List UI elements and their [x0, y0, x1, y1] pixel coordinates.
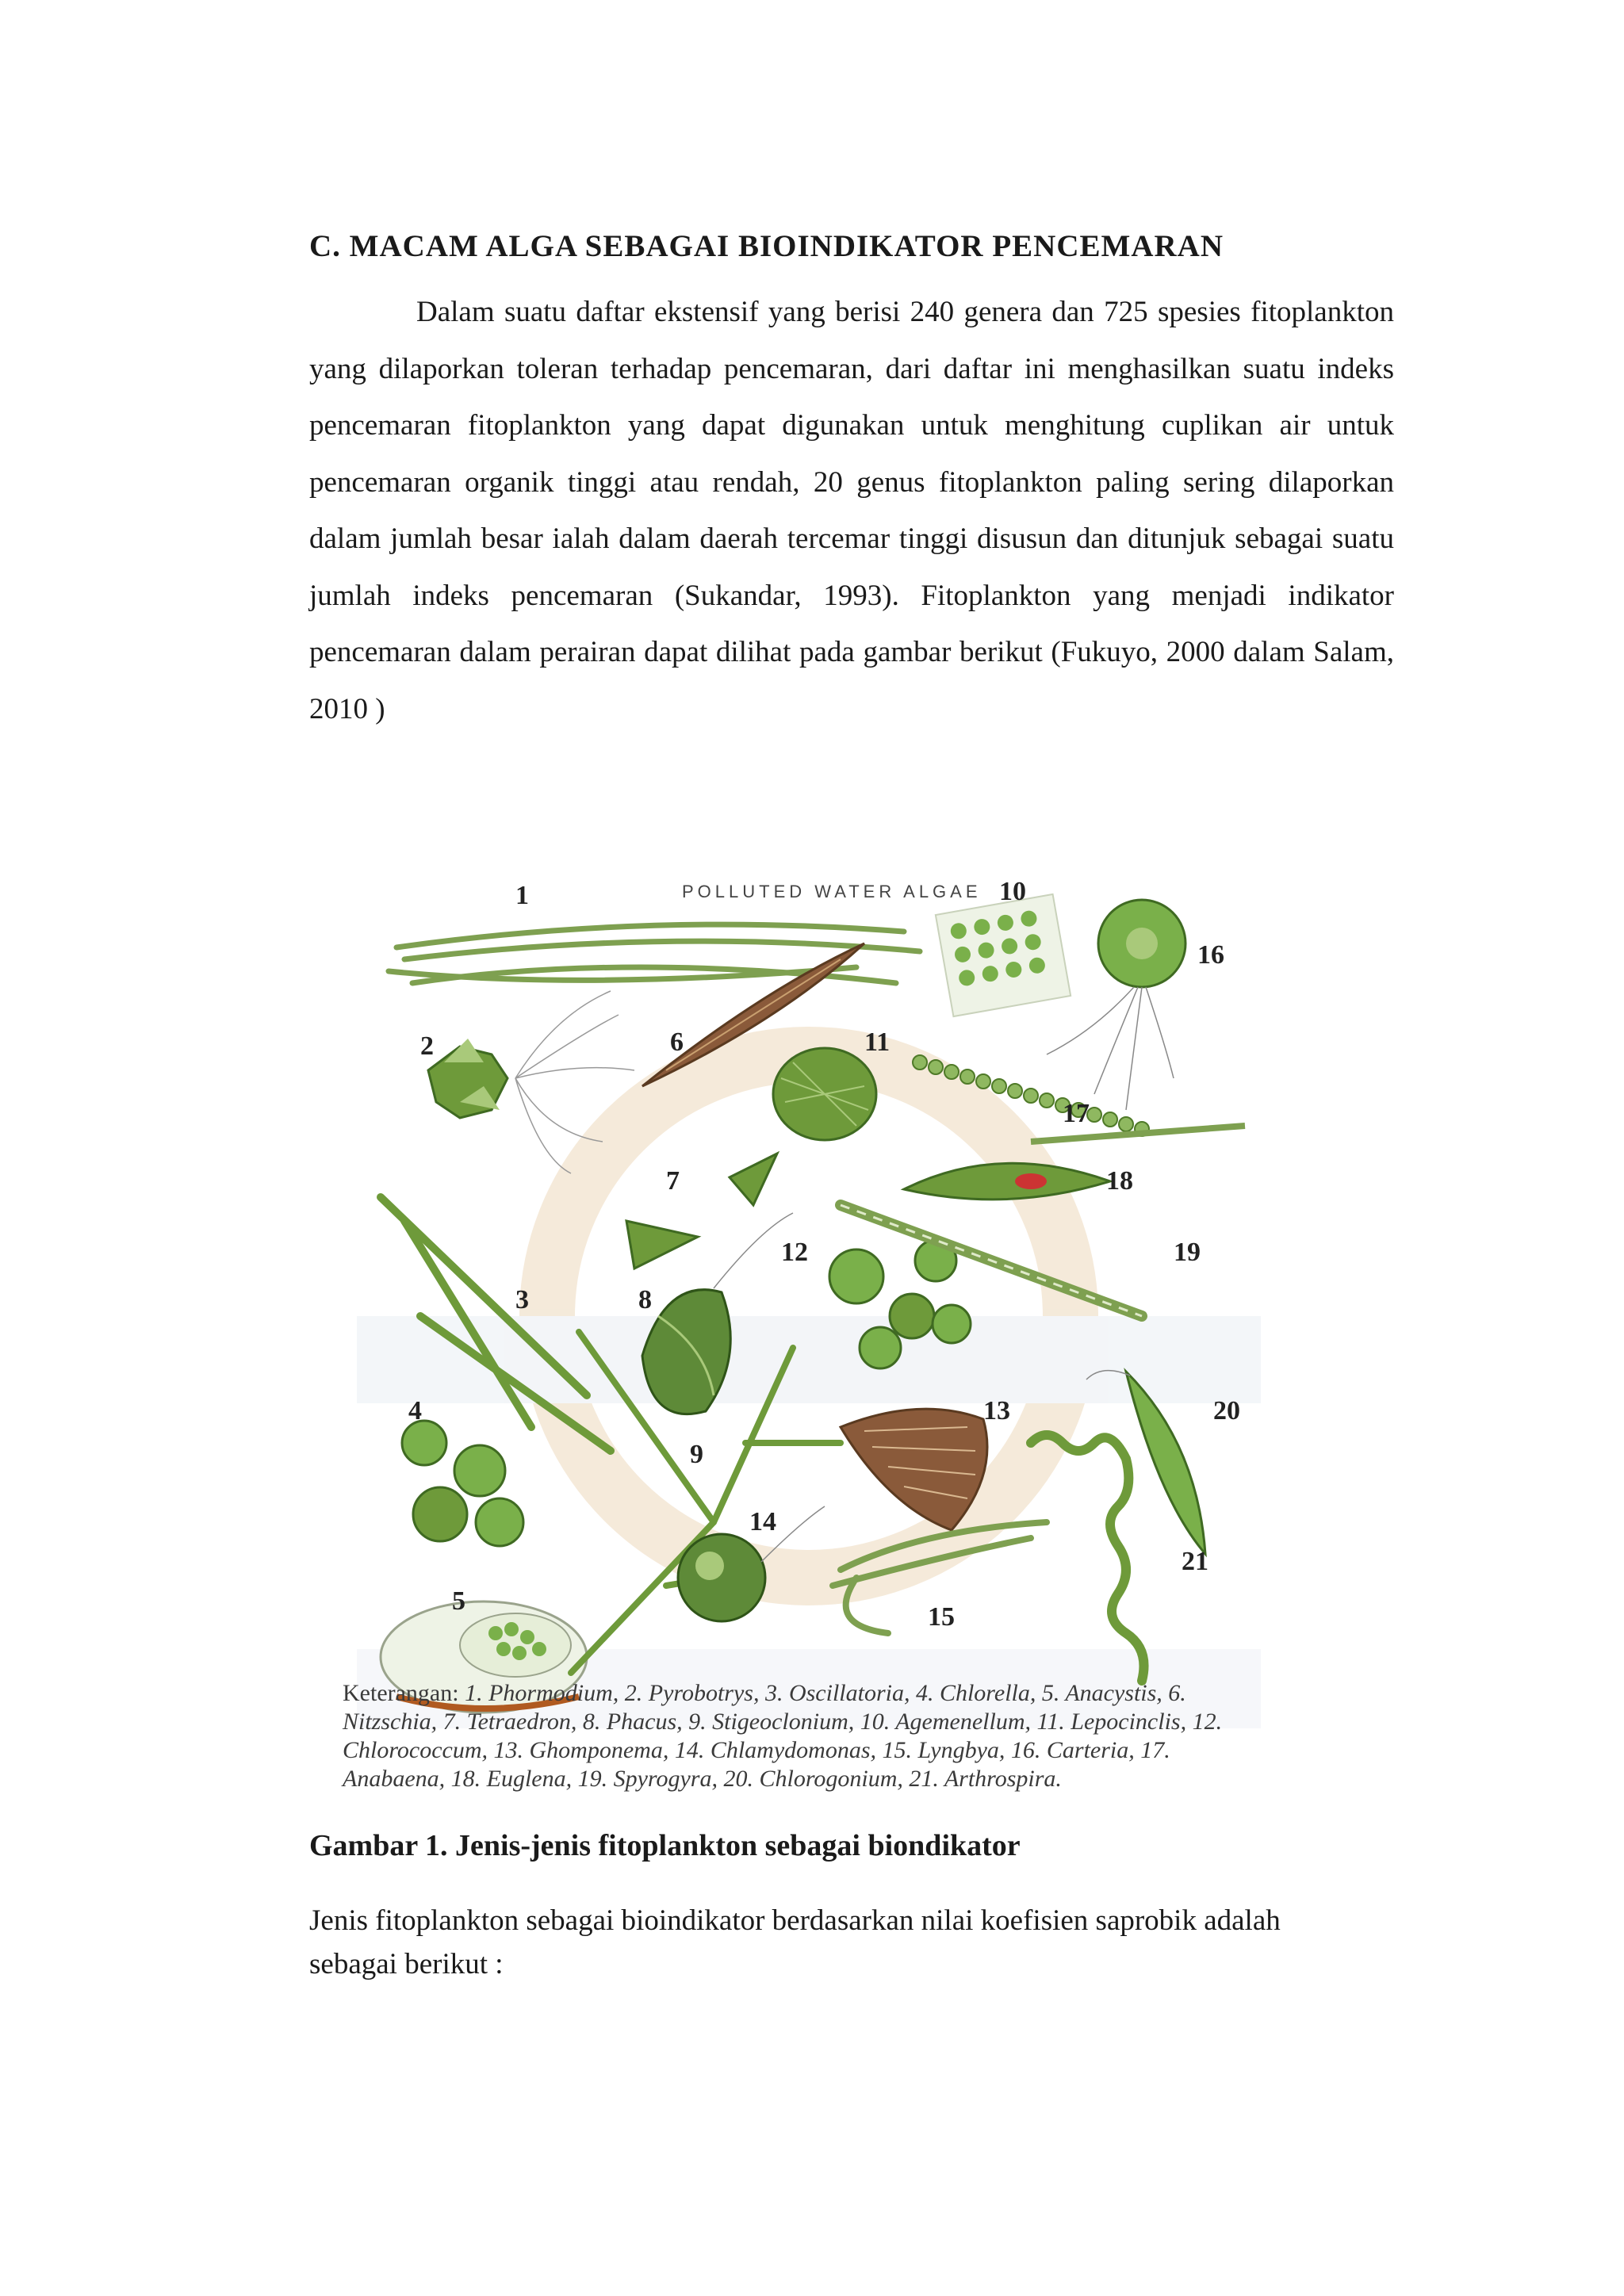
figure-number-21: 21	[1182, 1547, 1208, 1576]
figure-number-11: 11	[864, 1027, 891, 1057]
figure-number-4: 4	[408, 1396, 422, 1425]
figure-number-16: 16	[1197, 940, 1224, 970]
figure-number-1: 1	[515, 881, 529, 910]
legend-lead: Keterangan:	[343, 1680, 459, 1706]
figure-number-17: 17	[1063, 1099, 1090, 1128]
figure-number-9: 9	[690, 1440, 703, 1469]
closing-paragraph: Jenis fitoplankton sebagai bioindikator berdasarkan nilai koefisien saprobik adalah sebagai berikut :	[309, 1904, 1281, 1980]
figure-title: POLLUTED WATER ALGAE	[682, 882, 982, 901]
figure-number-15: 15	[928, 1602, 955, 1632]
figure-number-12: 12	[781, 1238, 808, 1267]
agmenellum-colony	[936, 894, 1071, 1016]
chlorella-cells	[402, 1421, 523, 1546]
figure-number-6: 6	[670, 1027, 684, 1057]
euglena-cell	[904, 1163, 1110, 1200]
figure-number-18: 18	[1106, 1166, 1133, 1196]
figure-number-7: 7	[666, 1166, 680, 1196]
figure-number-3: 3	[515, 1285, 529, 1314]
figure-number-10: 10	[999, 877, 1026, 906]
figure-caption: Gambar 1. Jenis-jenis fitoplankton sebagai biondikator	[309, 1829, 1021, 1862]
algae-figure	[349, 872, 1269, 1816]
figure-number-13: 13	[983, 1396, 1010, 1425]
algae-illustration	[349, 872, 1269, 1816]
figure-number-19: 19	[1174, 1238, 1201, 1267]
figure-number-14: 14	[749, 1507, 776, 1536]
figure-number-5: 5	[452, 1586, 465, 1616]
lepocinclis-cell	[773, 1048, 876, 1140]
figure-number-2: 2	[420, 1031, 434, 1061]
section-heading: C. MACAM ALGA SEBAGAI BIOINDIKATOR PENCEMARAN	[309, 229, 1224, 263]
legend-text: 1. Phormodium, 2. Pyrobotrys, 3. Oscillatoria, 4. Chlorella, 5. Anacystis, 6. Nitzschia, 7. Tetraedron, 8. Phacus, 9. Stigeoclonium, 10. Agemenellum, 11. Lepocinclis, 12. Chlorococcum, 13. Ghomponema, 14. Chlamydomonas, 15. Lyngbya, 16. Carteria, 17. Anabaena, 18. Euglena, 19. Spyrogyra, 20. Chlorogonium, 21. Arthrospira.	[343, 1680, 1223, 1792]
figure-legend	[343, 1679, 1270, 1806]
phormodium-filaments	[389, 924, 920, 983]
tetraedron-cells	[626, 1154, 777, 1269]
body-paragraph: Dalam suatu daftar ekstensif yang berisi 240 genera dan 725 spesies fitoplankton yang dilaporkan toleran terhadap pencemaran, dari daftar ini menghasilkan suatu indeks pencemaran fitoplankton yang dapat digunakan untuk menghitung cuplikan air untuk pencemaran organik tinggi atau rendah, 20 genus fitoplankton paling sering dilaporkan dalam jumlah besar ialah dalam daerah tercemar tinggi disusun dan ditunjuk sebagai suatu jumlah indeks pencemaran (Sukandar, 1993). Fitoplankton yang menjadi indikator pencemaran dalam perairan dapat dilihat pada gambar berikut (Fukuyo, 2000 dalam Salam, 2010 )	[309, 296, 1394, 725]
gomphonema-diatom	[841, 1409, 987, 1530]
figure-number-20: 20	[1213, 1396, 1240, 1425]
figure-number-8: 8	[638, 1285, 652, 1314]
spirogyra-filament	[841, 1205, 1142, 1316]
carteria-cell	[1047, 900, 1185, 1110]
